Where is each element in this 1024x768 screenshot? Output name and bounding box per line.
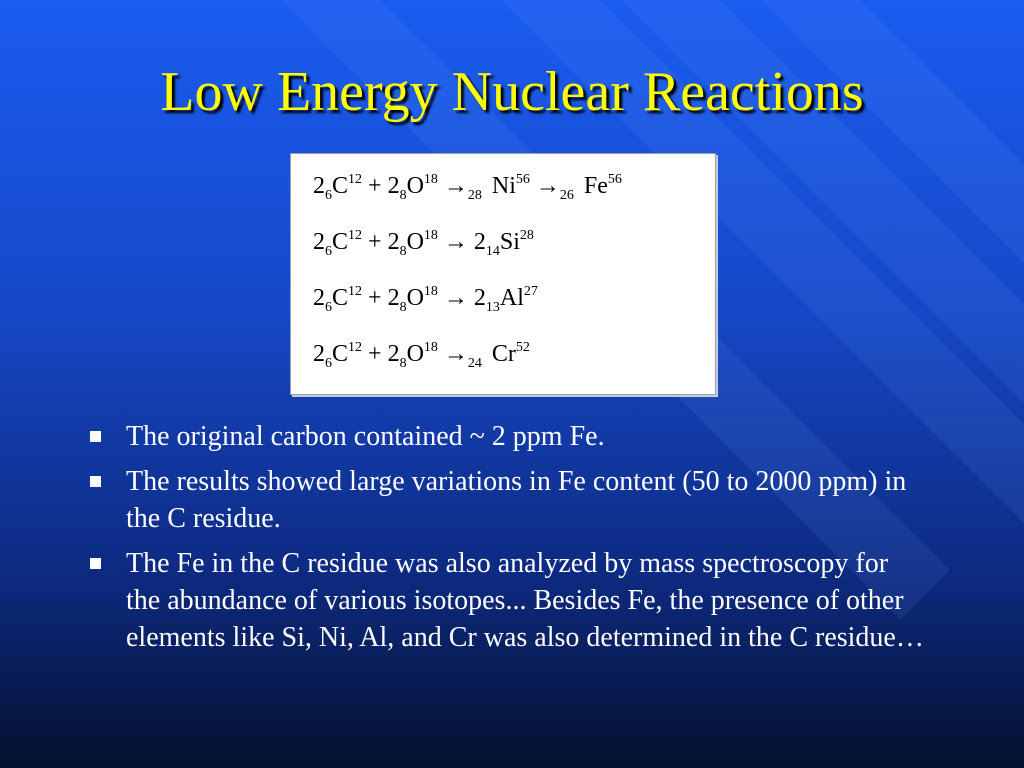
atomic-number: 8	[399, 300, 407, 315]
mass-number: 12	[348, 172, 363, 187]
equation-image	[290, 153, 716, 395]
slide-title: Low Energy Nuclear Reactions	[160, 61, 864, 123]
reaction-arrow: →	[443, 285, 468, 311]
square-bullet-icon	[90, 476, 101, 487]
element: O	[406, 285, 424, 311]
reaction-arrow: →	[443, 173, 468, 199]
mass-number: 12	[348, 340, 363, 355]
atomic-number: 14	[485, 244, 500, 259]
list-item	[88, 418, 928, 455]
atomic-number: 13	[485, 300, 500, 315]
element: Ni	[491, 173, 516, 199]
bullet-text: The results showed large variations in Fe content (50 to 2000 ppm) in the C residue.	[126, 466, 907, 534]
coefficient: 2	[473, 285, 486, 311]
mass-number: 28	[519, 228, 534, 243]
atomic-number: 8	[399, 356, 407, 371]
coefficient: 2	[473, 229, 486, 255]
plus-sign: +	[368, 173, 382, 199]
coefficient: 2	[313, 229, 325, 255]
bullet-text: The Fe in the C residue was also analyzed by mass spectroscopy for the abundance of various isotopes... Besides Fe, the presence of other elements like Si, Ni, Al, and Cr was also determined in the C residue…	[126, 548, 924, 653]
mass-number: 18	[423, 228, 438, 243]
coefficient: 2	[313, 173, 325, 199]
reaction-arrow: →	[443, 229, 468, 255]
mass-number: 56	[607, 172, 622, 187]
element: C	[332, 229, 349, 255]
mass-number: 18	[423, 172, 438, 187]
element: Al	[499, 285, 524, 311]
coefficient: 2	[387, 285, 400, 311]
coefficient: 2	[313, 341, 325, 367]
bullet-list	[88, 418, 928, 664]
atomic-number: 26	[559, 188, 574, 203]
list-item	[88, 463, 928, 537]
atomic-number: 8	[399, 244, 407, 259]
mass-number: 52	[515, 340, 530, 355]
element: O	[406, 341, 424, 367]
mass-number: 18	[423, 284, 438, 299]
mass-number: 18	[423, 340, 438, 355]
mass-number: 12	[348, 284, 363, 299]
atomic-number: 6	[325, 300, 332, 315]
coefficient: 2	[387, 341, 400, 367]
equation-4	[313, 340, 530, 372]
atomic-number: 6	[325, 244, 332, 259]
coefficient: 2	[387, 229, 400, 255]
atomic-number: 6	[325, 188, 332, 203]
equation-2	[313, 228, 534, 260]
element: Si	[499, 229, 520, 255]
atomic-number: 8	[399, 188, 407, 203]
mass-number: 56	[515, 172, 530, 187]
square-bullet-icon	[90, 431, 101, 442]
mass-number: 12	[348, 228, 363, 243]
element: Fe	[583, 173, 608, 199]
plus-sign: +	[368, 341, 382, 367]
square-bullet-icon	[90, 558, 101, 569]
list-item	[88, 545, 928, 656]
coefficient: 2	[313, 285, 325, 311]
element: C	[332, 285, 349, 311]
atomic-number: 24	[467, 356, 482, 371]
element: C	[332, 173, 349, 199]
atomic-number: 6	[325, 356, 332, 371]
atomic-number: 28	[467, 188, 482, 203]
element: O	[406, 173, 424, 199]
element: C	[332, 341, 349, 367]
coefficient: 2	[387, 173, 400, 199]
reaction-arrow: →	[535, 173, 560, 199]
equation-3	[313, 284, 538, 316]
plus-sign: +	[368, 285, 382, 311]
reaction-arrow: →	[443, 341, 468, 367]
element: Cr	[491, 341, 516, 367]
mass-number: 27	[523, 284, 538, 299]
bullet-text: The original carbon contained ~ 2 ppm Fe.	[126, 421, 605, 452]
element: O	[406, 229, 424, 255]
equation-1	[313, 172, 622, 204]
plus-sign: +	[368, 229, 382, 255]
